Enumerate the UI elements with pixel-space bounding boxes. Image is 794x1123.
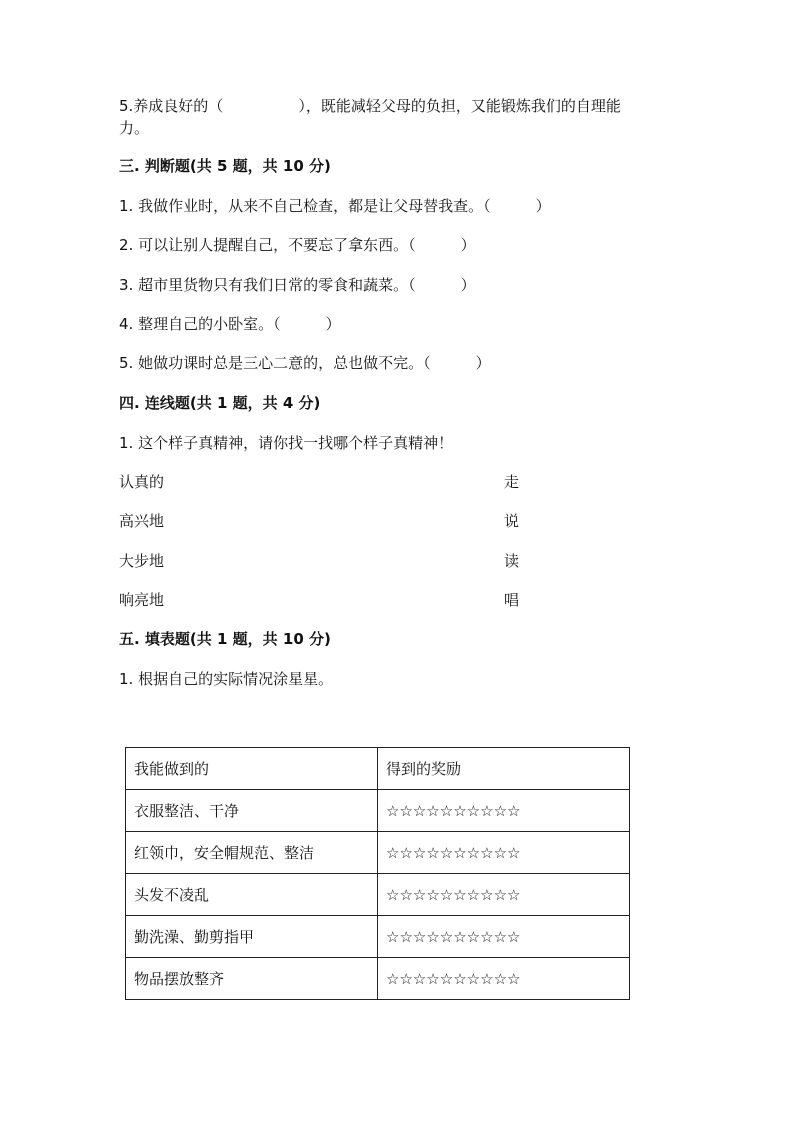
matching-left-3: 大步地 bbox=[119, 552, 165, 570]
behavior-cell: 衣服整洁、干净 bbox=[126, 790, 378, 832]
table-row bbox=[126, 874, 630, 916]
matching-pair-1 bbox=[0, 471, 794, 493]
behavior-cell: 物品摆放整齐 bbox=[126, 958, 378, 1000]
stars-cell[interactable]: ☆☆☆☆☆☆☆☆☆☆ bbox=[378, 832, 630, 874]
table-row bbox=[126, 916, 630, 958]
matching-pair-2 bbox=[0, 510, 794, 532]
section-five-heading: 五. 填表题(共 1 题，共 10 分) bbox=[119, 630, 331, 648]
section-four-heading: 四. 连线题(共 1 题，共 4 分) bbox=[119, 394, 321, 412]
matching-left-4: 响亮地 bbox=[119, 591, 165, 609]
matching-pair-3 bbox=[0, 550, 794, 572]
matching-left-1: 认真的 bbox=[119, 473, 165, 491]
table-header-cell: 我能做到的 bbox=[126, 748, 378, 790]
stars-cell[interactable]: ☆☆☆☆☆☆☆☆☆☆ bbox=[378, 916, 630, 958]
matching-right-1: 走 bbox=[504, 473, 520, 491]
table-header-row bbox=[126, 748, 630, 790]
matching-right-3: 读 bbox=[504, 552, 520, 570]
behavior-cell: 头发不凌乱 bbox=[126, 874, 378, 916]
table-prompt: 1. 根据自己的实际情况涂星星。 bbox=[119, 670, 334, 688]
matching-right-2: 说 bbox=[504, 512, 520, 530]
tf-question-2: 2. 可以让别人提醒自己，不要忘了拿东西。（ ） bbox=[119, 236, 476, 254]
stars-cell[interactable]: ☆☆☆☆☆☆☆☆☆☆ bbox=[378, 790, 630, 832]
table-header-cell: 得到的奖励 bbox=[378, 748, 630, 790]
matching-left-2: 高兴地 bbox=[119, 512, 165, 530]
q5-line2: 力。 bbox=[119, 119, 150, 137]
tf-question-1: 1. 我做作业时，从来不自己检查，都是让父母替我查。（ ） bbox=[119, 197, 551, 215]
table-row bbox=[126, 790, 630, 832]
table-row bbox=[126, 958, 630, 1000]
matching-pair-4 bbox=[0, 589, 794, 611]
stars-cell[interactable]: ☆☆☆☆☆☆☆☆☆☆ bbox=[378, 874, 630, 916]
behavior-cell: 红领巾，安全帽规范、整洁 bbox=[126, 832, 378, 874]
table-row bbox=[126, 832, 630, 874]
behavior-cell: 勤洗澡、勤剪指甲 bbox=[126, 916, 378, 958]
q5-line1: 5.养成良好的（ ），既能减轻父母的负担，又能锻炼我们的自理能 bbox=[119, 97, 621, 115]
section-three-heading: 三. 判断题(共 5 题，共 10 分) bbox=[119, 157, 331, 175]
stars-cell[interactable]: ☆☆☆☆☆☆☆☆☆☆ bbox=[378, 958, 630, 1000]
matching-right-4: 唱 bbox=[504, 591, 520, 609]
tf-question-4: 4. 整理自己的小卧室。（ ） bbox=[119, 315, 341, 333]
tf-question-5: 5. 她做功课时总是三心二意的，总也做不完。（ ） bbox=[119, 354, 491, 372]
tf-question-3: 3. 超市里货物只有我们日常的零食和蔬菜。（ ） bbox=[119, 276, 476, 294]
matching-prompt: 1. 这个样子真精神，请你找一找哪个样子真精神！ bbox=[119, 434, 454, 452]
rewards-table bbox=[125, 747, 630, 1000]
